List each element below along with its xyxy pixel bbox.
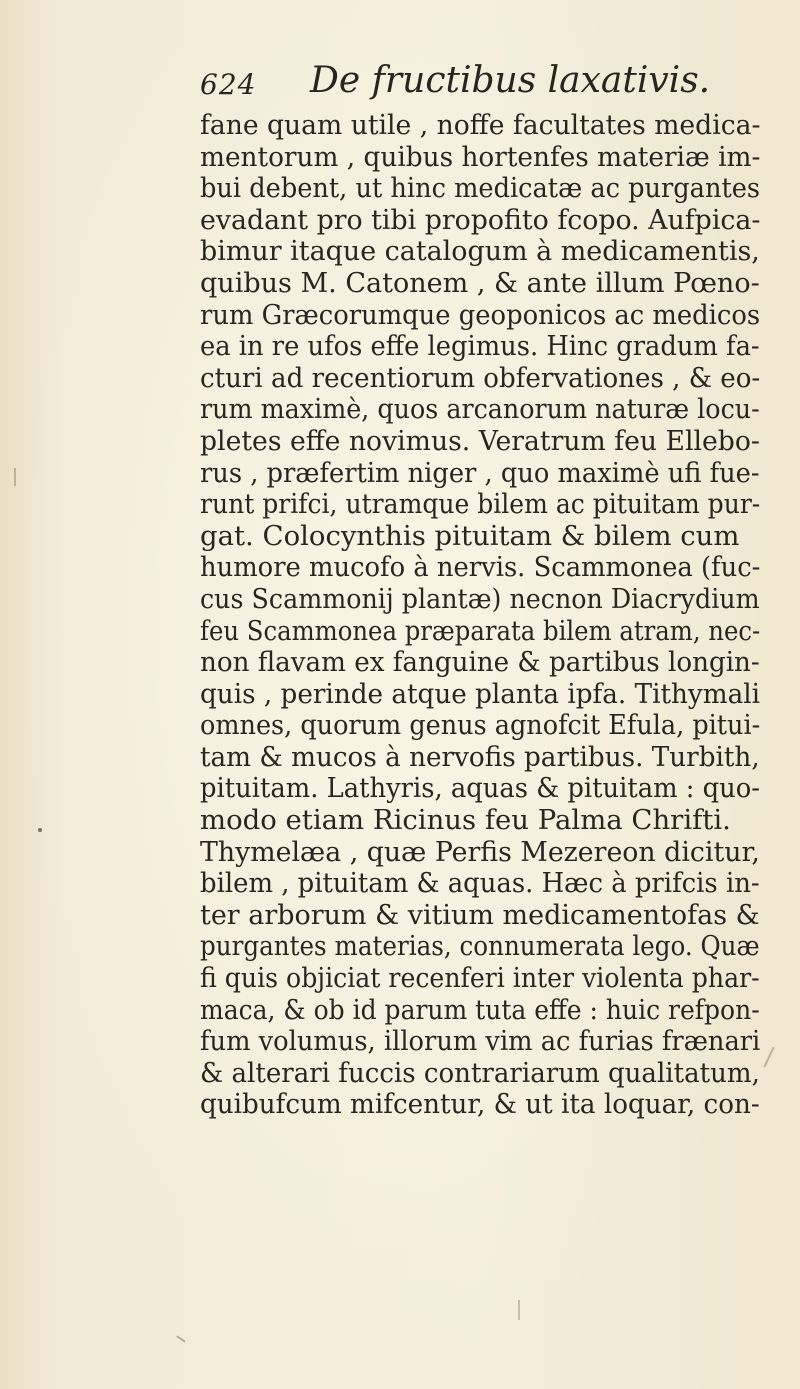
text-line: cus Scammonij plantæ) necnon Diacrydium [200,582,760,615]
text-line: rum maximè, quos arcanorum naturæ locu- [200,393,760,426]
text-line: pituitam. Lathyris, aquas & pituitam : quo- [200,772,761,805]
margin-tick-mark [14,468,16,486]
text-line: purgantes materias, connumerata lego. Quæ [200,930,760,963]
corner-smudge-mark [176,1335,185,1342]
text-line: tam & mucos à nervofis partibus. Turbith, [200,740,760,773]
text-line: humore mucofo à nervis. Scammonea (fuc- [200,551,761,584]
text-line: evadant pro tibi propofito fcopo. Aufpica- [200,203,761,236]
text-line: maca, & ob id parum tuta effe : huic refpon- [200,993,760,1026]
bottom-smudge-mark [518,1300,520,1320]
text-line: non flavam ex fanguine & partibus longin- [200,646,760,679]
text-line: feu Scammonea præparata bilem atram, nec- [200,614,761,647]
text-line: mentorum , quibus hortenfes materiæ im- [200,140,761,173]
text-line: fum volumus, illorum vim ac furias frænari [200,1025,761,1058]
page-header [200,60,720,116]
text-line: cturi ad recentiorum obfervationes , & eo- [200,361,761,394]
margin-slash-mark [763,1047,774,1068]
text-line: runt prifci, utramque bilem ac pituitam pur- [200,488,761,521]
running-title: De fructibus laxativis. [310,60,711,101]
text-line: modo etiam Ricinus feu Palma Chrifti. [200,804,731,837]
text-line: pletes effe novimus. Veratrum feu Ellebo- [200,424,760,457]
text-line: rum Græcorumque geoponicos ac medicos [200,298,761,331]
text-line: ter arborum & vitium medicamentofas & [200,898,760,931]
text-line: quibus M. Catonem , & ante illum Pœno- [200,266,760,299]
text-line: bimur itaque catalogum à medicamentis, [200,235,760,268]
text-line: ea in re ufos effe legimus. Hinc gradum fa- [200,330,760,363]
text-line: rus , præfertim niger , quo maximè ufi fue- [200,456,760,489]
text-line: bui debent, ut hinc medicatæ ac purgantes [200,172,761,205]
margin-dot-mark [38,828,42,832]
text-line: fane quam utile , noffe facultates medica- [200,109,761,141]
text-line: quibufcum mifcentur, & ut ita loquar, con- [200,1088,760,1121]
text-line: bilem , pituitam & aquas. Hæc à prifcis in- [200,867,760,900]
text-line: & alterari fuccis contrariarum qualitatum, [200,1056,760,1089]
page-number: 624 [200,68,257,101]
text-line: Thymelæa , quæ Perfis Mezereon dicitur, [200,835,760,868]
text-line: omnes, quorum genus agnofcit Efula, pitui- [200,709,761,742]
body-text [200,110,760,1121]
text-line: gat. Colocynthis pituitam & bilem cum [200,519,740,552]
text-line: quis , perinde atque planta ipfa. Tithymali [200,677,761,710]
text-line: fi quis objiciat recenferi inter violenta phar- [200,962,760,995]
